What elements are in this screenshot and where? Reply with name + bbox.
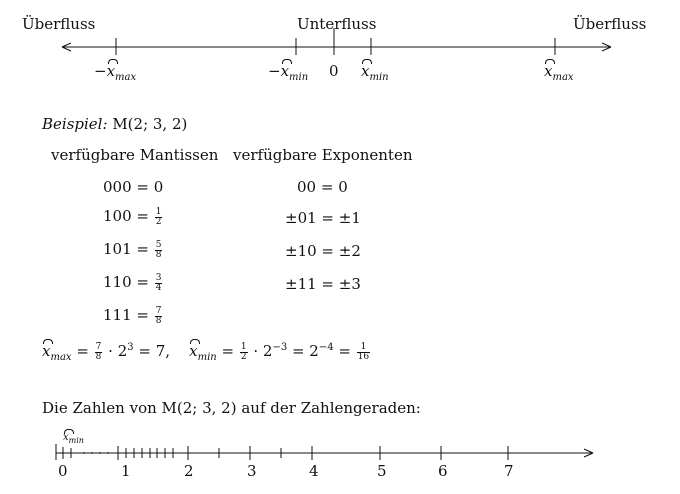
mantisse-row-2: 101 = $\frac{5}{8}$: [103, 239, 162, 260]
tick-label-5: 5: [377, 462, 387, 480]
label-xmax: $x_{max}$: [544, 62, 574, 83]
top-number-line: [62, 28, 611, 55]
example-heading: [42, 115, 187, 133]
tick-label-0: 0: [58, 462, 68, 480]
tick-label-2: 2: [184, 462, 194, 480]
label-overflow-right: Überfluss: [573, 15, 647, 33]
exponent-row-1: ±01 = ±1: [285, 209, 361, 227]
label-neg-xmax: $-x_{max}$: [94, 62, 137, 83]
exponent-row-0: 00 = 0: [297, 178, 348, 196]
mantisse-row-4: 111 = $\frac{7}{8}$: [103, 305, 162, 326]
formula-xmax-xmin: $x_{max}$ = $\frac{7}{8}$ · $2^3 = 7$, $x_{min}$ = $\frac{1}{2}$ · $2^{-3} = 2^{-4}$ = $\frac{1}{16}$: [42, 341, 370, 363]
label-underflow: Unterfluss: [297, 15, 377, 33]
label-zero: 0: [329, 62, 339, 80]
tick-label-1: 1: [121, 462, 131, 480]
exponent-row-2: ±10 = ±2: [285, 242, 361, 260]
label-xmin: $x_{min}$: [361, 62, 389, 83]
label-overflow-left: Überfluss: [22, 15, 96, 33]
tick-label-3: 3: [247, 462, 257, 480]
bottom-xmin-label: $x_{min}$: [63, 432, 84, 445]
column-mantissen: verfügbare Mantissen: [51, 146, 219, 164]
label-neg-xmin: $-x_{min}$: [268, 62, 309, 83]
mantisse-row-1: 100 = $\frac{1}{2}$: [103, 206, 162, 227]
tick-label-6: 6: [438, 462, 448, 480]
example-label: Beispiel:: [42, 115, 108, 133]
tick-label-4: 4: [309, 462, 319, 480]
bottom-number-line: [56, 444, 593, 460]
example-set: M(2; 3, 2): [112, 115, 188, 133]
column-exponenten: verfügbare Exponenten: [233, 146, 413, 164]
tick-label-7: 7: [504, 462, 514, 480]
mantisse-row-3: 110 = $\frac{3}{4}$: [103, 272, 162, 293]
mantisse-row-0: 000 = 0: [103, 178, 164, 196]
bottom-caption: Die Zahlen von M(2; 3, 2) auf der Zahlengeraden:: [42, 399, 421, 417]
exponent-row-3: ±11 = ±3: [285, 275, 361, 293]
